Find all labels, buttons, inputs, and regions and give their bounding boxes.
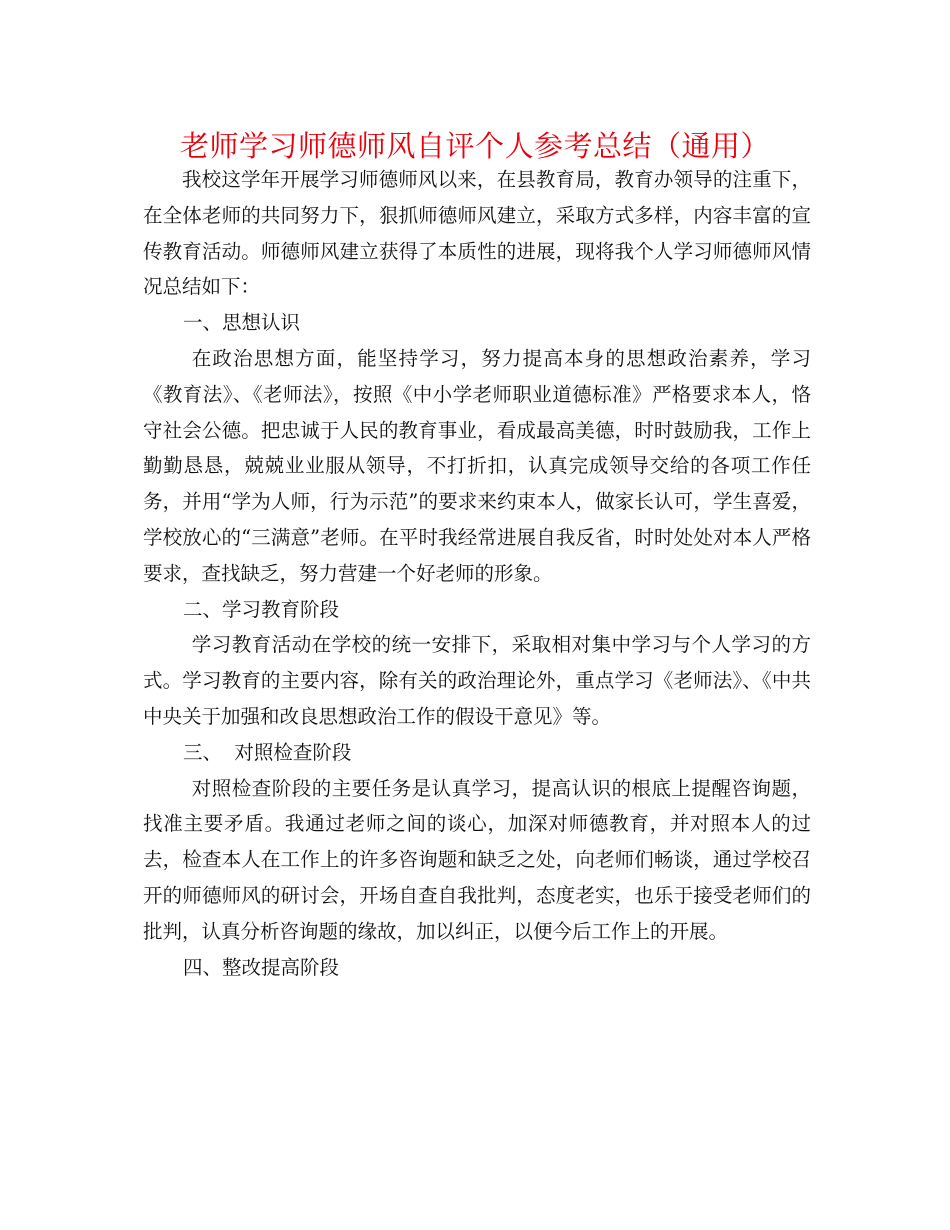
section-paragraph-3: 对照检查阶段的主要任务是认真学习，提高认识的根底上提醒咨询题，找准主要矛盾。我通过老师之间的谈心，加深对师德教育，并对照本人的过去，检查本人在工作上的许多咨询题和缺乏之处，向老师们畅谈，通过学校召开的师德师风的研讨会，开场自查自我批判，态度老实，也乐于接受老师们的批判，认真分析咨询题的缘故，加以纠正，以便今后工作上的开展。 [143, 776, 811, 943]
document-title: 老师学习师德师风自评个人参考总结（通用） [179, 129, 770, 163]
section-heading-4: 四、整改提高阶段 [183, 955, 340, 979]
section-paragraph-1: 在政治思想方面，能坚持学习，努力提高本身的思想政治素养，学习《教育法》、《老师法》，按照《中小学老师职业道德标准》严格要求本人，恪守社会公德。把忠诚于人民的教育事业，看成最高美德，时时鼓励我，工作上勤勤恳恳，兢兢业业服从领导，不打折扣，认真完成领导交给的各项工作任务，并用“学为人师，行为示范”的要求来约束本人，做家长认可，学生喜爱，学校放心的“三满意”老师。在平时我经常进展自我反省，时时处处对本人严格要求，查找缺乏，努力营建一个好老师的形象。 [143, 346, 811, 585]
section-heading-1: 一、思想认识 [183, 311, 301, 335]
section-heading-2: 二、学习教育阶段 [183, 597, 340, 621]
section-heading-3-text: 三、 对照检查阶段 [183, 740, 352, 764]
intro-paragraph: 我校这学年开展学习师德师风以来，在县教育局，教育办领导的注重下，在全体老师的共同努力下，狠抓师德师风建立，采取方式多样，内容丰富的宣传教育活动。师德师风建立获得了本质性的进展，现将我个人学习师德师风情况总结如下： [143, 168, 811, 299]
section-paragraph-2: 学习教育活动在学校的统一安排下，采取相对集中学习与个人学习的方式。学习教育的主要内容，除有关的政治理论外，重点学习《老师法》、《中共中央关于加强和改良思想政治工作的假设干意见》等。 [143, 633, 811, 728]
section-heading-3 [143, 735, 811, 771]
document-body [143, 162, 811, 985]
